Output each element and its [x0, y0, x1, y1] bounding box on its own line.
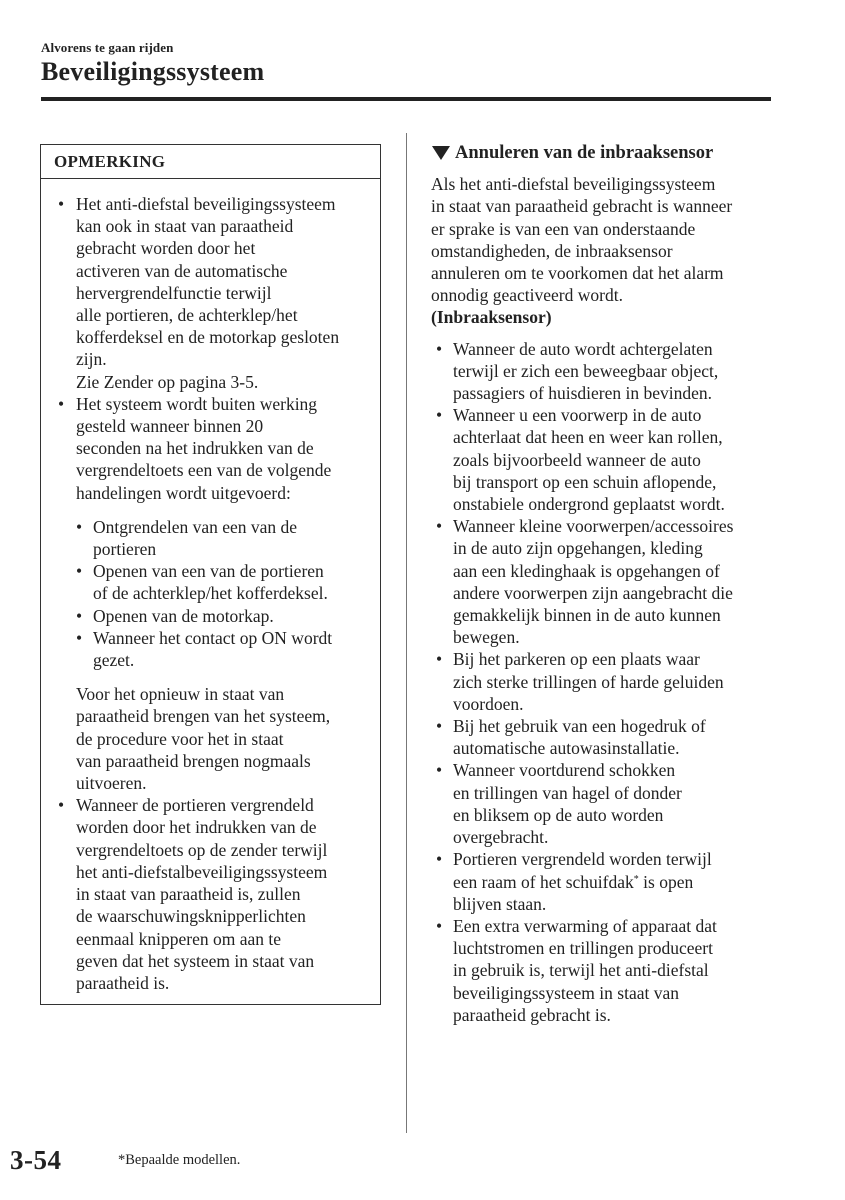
text-line: of de achterklep/het kofferdeksel. [93, 583, 328, 604]
text-line: geven dat het systeem in staat van [76, 950, 315, 971]
text-line: handelingen wordt uitgevoerd: [76, 482, 291, 503]
text-line: hervergrendelfunctie terwijl [76, 282, 272, 303]
note-item-2-continuation [58, 683, 380, 794]
bullet-icon: • [436, 849, 443, 870]
page-reference: Zie Zender op pagina 3-5. [76, 371, 259, 392]
note-body [41, 179, 380, 994]
condition-item [436, 515, 776, 648]
condition-item [436, 648, 776, 715]
bullet-icon: • [436, 649, 443, 670]
text-line: paraatheid gebracht is. [453, 1004, 611, 1025]
text-line: eenmaal knipperen om aan te [76, 928, 282, 949]
text-line: Een extra verwarming of apparaat dat [453, 915, 717, 936]
text-line: seconden na het indrukken van de [76, 438, 314, 459]
text-line: omstandigheden, de inbraaksensor [431, 240, 673, 261]
text-line: vergrendeltoets een van de volgende [76, 460, 332, 481]
text-line: luchtstromen en trillingen produceert [453, 938, 713, 959]
condition-item [436, 848, 776, 915]
text-line: automatische autowasinstallatie. [453, 738, 680, 759]
text-line: overgebracht. [453, 827, 549, 848]
footnote-marker: * [633, 873, 639, 885]
text-line: Wanneer de auto wordt achtergelaten [453, 338, 713, 359]
text-line: de waarschuwingsknipperlichten [76, 906, 306, 927]
note-item-3 [58, 794, 380, 994]
text-line: bij transport op een schuin aflopende, [453, 471, 717, 492]
bullet-icon: • [58, 393, 65, 414]
text-line: zijn. [76, 349, 107, 370]
bullet-icon: • [436, 716, 443, 737]
text-line: worden door het indrukken van de [76, 817, 317, 838]
text-line: alle portieren, de achterklep/het [76, 305, 298, 326]
text-line: Openen van de motorkap. [93, 605, 274, 626]
text-line: de procedure voor het in staat [76, 728, 284, 749]
sub-list-item [76, 605, 380, 627]
bullet-icon: • [436, 915, 443, 936]
note-item-2 [58, 393, 380, 504]
triangle-down-icon [432, 146, 450, 160]
text-line: gebracht worden door het [76, 238, 256, 259]
bullet-icon: • [58, 194, 65, 214]
text-line: zoals bijvoorbeeld wanneer de auto [453, 449, 701, 470]
bullet-icon: • [76, 561, 83, 582]
page-title: Beveiligingssysteem [41, 57, 265, 86]
text-line: onstabiele ondergrond geplaatst wordt. [453, 494, 725, 515]
text-line: in de auto zijn opgehangen, kleding [453, 538, 703, 559]
text-line: er sprake is van een van onderstaande [431, 218, 696, 239]
text-line: Ontgrendelen van een van de [93, 516, 298, 537]
text-fragment: is open [638, 871, 694, 892]
text-line: Wanneer de portieren vergrendeld [76, 795, 314, 816]
text-line: portieren [93, 539, 157, 560]
section-kicker: Alvorens te gaan rijden [41, 40, 174, 55]
text-line: in staat van paraatheid is, zullen [76, 884, 301, 905]
text-line: en trillingen van hagel of donder [453, 782, 682, 803]
section-heading-text: Annuleren van de inbraaksensor [455, 143, 714, 163]
section-intro [431, 173, 776, 306]
text-line: activeren van de automatische [76, 260, 288, 281]
text-line: voordoen. [453, 693, 524, 714]
text-line: uitvoeren. [76, 773, 147, 794]
bullet-icon: • [436, 338, 443, 359]
text-line: annuleren om te voorkomen dat het alarm [431, 263, 724, 284]
text-line: Wanneer voortdurend schokken [453, 760, 676, 781]
bullet-icon: • [58, 795, 65, 816]
condition-item [436, 338, 776, 405]
subheading: (Inbraaksensor) [431, 307, 552, 328]
bullet-icon: • [76, 516, 83, 537]
text-line: Bij het gebruik van een hogedruk of [453, 716, 706, 737]
condition-list [431, 338, 776, 1026]
bullet-icon: • [76, 627, 83, 648]
inbraaksensor-section [431, 142, 776, 1026]
text-line: beveiligingssysteem in staat van [453, 982, 679, 1003]
text-line: Wanneer u een voorwerp in de auto [453, 405, 702, 426]
text-line: Het systeem wordt buiten werking [76, 393, 318, 414]
text-line: Portieren vergrendeld worden terwijl [453, 849, 712, 870]
text-line: onnodig geactiveerd wordt. [431, 285, 623, 306]
text-line: van paraatheid brengen nogmaals [76, 750, 311, 771]
sub-list-item [76, 627, 380, 671]
sub-list-item [76, 560, 380, 604]
sub-list-item [76, 516, 380, 560]
bullet-icon: • [436, 760, 443, 781]
note-item-1 [58, 193, 380, 393]
text-line: kofferdeksel en de motorkap gesloten [76, 327, 340, 348]
section-heading [431, 142, 776, 164]
note-box [40, 144, 381, 1005]
text-line: aan een kledinghaak is opgehangen of [453, 560, 720, 581]
text-fragment: een raam of het schuifdak [453, 871, 634, 892]
text-line: in gebruik is, terwijl het anti-diefstal [453, 960, 709, 981]
text-line: andere voorwerpen zijn aangebracht die [453, 582, 733, 603]
text-line: Openen van een van de portieren [93, 561, 324, 582]
title-rule [41, 97, 771, 101]
condition-item [436, 759, 776, 848]
text-line: vergrendeltoets op de zender terwijl [76, 839, 328, 860]
bullet-icon: • [436, 516, 443, 537]
text-line: en bliksem op de auto worden [453, 804, 664, 825]
text-line: achterlaat dat heen en weer kan rollen, [453, 427, 723, 448]
text-line: gezet. [93, 650, 135, 671]
text-line: blijven staan. [453, 893, 547, 914]
text-line: passagiers of huisdieren in bevinden. [453, 383, 713, 404]
text-line: paraatheid is. [76, 972, 170, 993]
text-line: in staat van paraatheid gebracht is wanneer [431, 196, 733, 217]
bullet-icon: • [76, 605, 83, 626]
condition-item [436, 715, 776, 759]
condition-item [436, 915, 776, 1026]
page-number: 3-54 [10, 1145, 62, 1175]
text-line: Bij het parkeren op een plaats waar [453, 649, 700, 670]
text-line: kan ook in staat van paraatheid [76, 216, 294, 237]
text-line: gemakkelijk binnen in de auto kunnen [453, 605, 721, 626]
text-line: Voor het opnieuw in staat van [76, 684, 285, 705]
column-divider [406, 133, 407, 1133]
text-line: Wanneer het contact op ON wordt [93, 627, 333, 648]
text-line: Als het anti-diefstal beveiligingssysteem [431, 174, 716, 195]
text-line: Wanneer kleine voorwerpen/accessoires [453, 516, 734, 537]
note-sub-list [58, 516, 380, 671]
text-line: bewegen. [453, 627, 520, 648]
text-line: het anti-diefstalbeveiligingssysteem [76, 861, 328, 882]
text-line: gesteld wanneer binnen 20 [76, 416, 264, 437]
note-heading: OPMERKING [41, 145, 380, 179]
text-line: paraatheid brengen van het systeem, [76, 706, 331, 727]
text-line [453, 871, 776, 893]
text-line: zich sterke trillingen of harde geluiden [453, 671, 724, 692]
text-line: Het anti-diefstal beveiligingssysteem [76, 194, 336, 214]
bullet-icon: • [436, 405, 443, 426]
footnote: *Bepaalde modellen. [118, 1152, 241, 1168]
condition-item [436, 404, 776, 515]
text-line: terwijl er zich een beweegbaar object, [453, 360, 719, 381]
